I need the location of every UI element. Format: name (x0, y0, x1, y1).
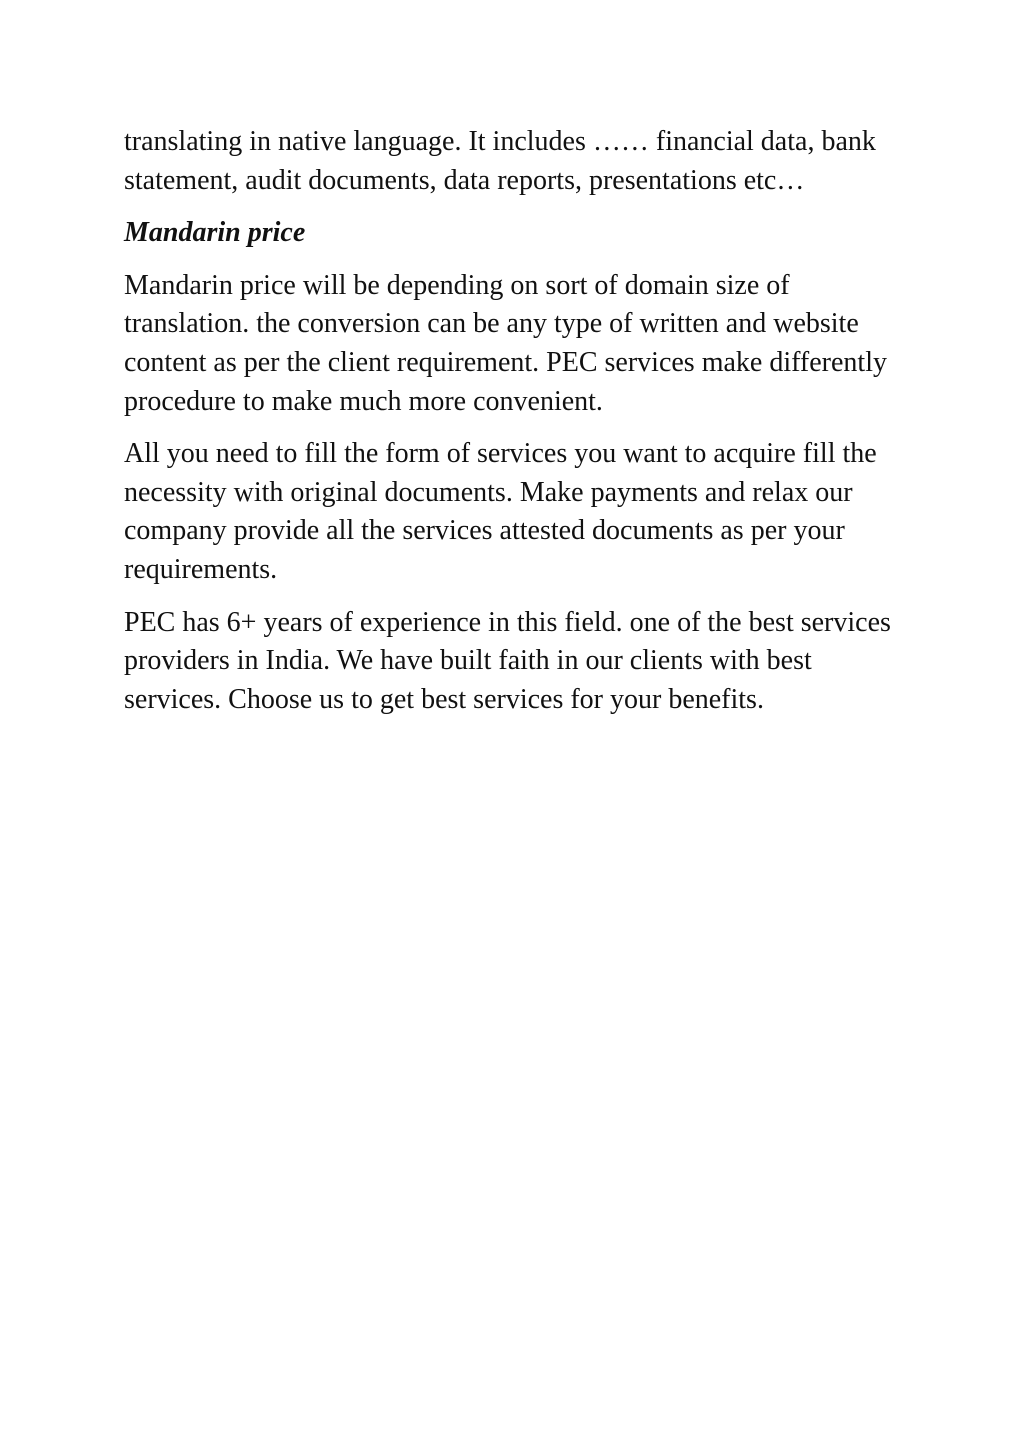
intro-paragraph: translating in native language. It includes …… financial data, bank statement, audit documents, data reports, presentations etc… (124, 126, 876, 196)
document-body (124, 123, 914, 733)
body-paragraph-experience: PEC has 6+ years of experience in this field. one of the best services providers in India. We have built faith in our clients with best services. Choose us to get best services for your benefits. (124, 606, 891, 715)
body-paragraph-pricing: Mandarin price will be depending on sort of domain size of translation. the conversion can be any type of written and website content as per the client requirement. PEC services make differently procedure to make much more convenient. (124, 269, 887, 417)
body-paragraph-process: All you need to fill the form of services you want to acquire fill the necessity with original documents. Make payments and relax our company provide all the services attested documents as per your requirements. (124, 438, 877, 585)
section-heading: Mandarin price (124, 217, 306, 249)
